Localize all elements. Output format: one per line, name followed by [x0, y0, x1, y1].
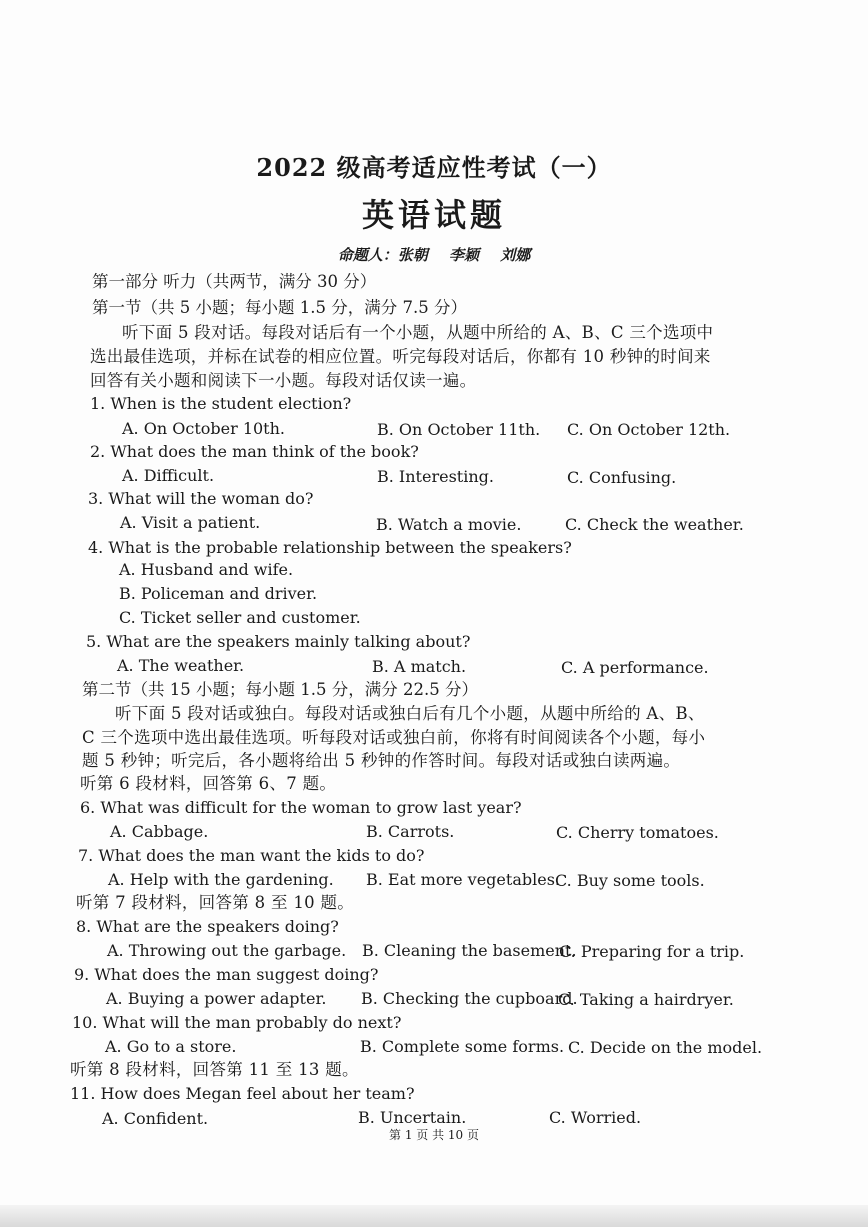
author-label: 命题人：张朝 — [337, 246, 428, 264]
option-c: C. Confusing. — [567, 468, 677, 487]
page-number: 第 1 页 共 10 页 — [389, 1128, 479, 1142]
option-a: A. On October 10th. — [122, 419, 285, 438]
option-c: C. Decide on the model. — [568, 1038, 763, 1057]
section2-instruction-2: C 三个选项中选出最佳选项。听每段对话或独白前，你将有时间阅读各个小题，每小 — [82, 728, 706, 747]
option-b: B. Uncertain. — [358, 1108, 467, 1127]
option-c: C. Check the weather. — [565, 515, 744, 534]
option-b: B. A match. — [372, 657, 467, 676]
question-stem: 2. What does the man think of the book? — [90, 442, 419, 461]
option-b: B. Carrots. — [366, 822, 455, 841]
option-a: A. Difficult. — [122, 466, 215, 485]
question-stem: 6. What was difficult for the woman to grow last year? — [80, 798, 522, 817]
section2-instruction-1: 听下面 5 段对话或独白。每段对话或独白后有几个小题，从题中所给的 A、B、 — [115, 704, 705, 723]
option-a: A. The weather. — [117, 656, 245, 675]
subject-title: 英语试题 — [361, 196, 506, 234]
option-a: A. Help with the gardening. — [108, 870, 334, 889]
option-a: A. Throwing out the garbage. — [107, 941, 347, 960]
author-2: 李颖 — [448, 246, 479, 264]
option-c: C. Ticket seller and customer. — [119, 608, 361, 627]
option-c: C. A performance. — [561, 658, 709, 677]
option-b: B. Watch a movie. — [376, 515, 522, 534]
material-8-label: 听第 8 段材料，回答第 11 至 13 题。 — [70, 1060, 359, 1079]
option-b: B. Policeman and driver. — [119, 584, 318, 603]
authors-line — [0, 244, 868, 265]
option-a: A. Buying a power adapter. — [106, 989, 327, 1008]
question-stem: 7. What does the man want the kids to do? — [78, 846, 425, 865]
option-c: C. Worried. — [549, 1108, 642, 1127]
section1-title: 第一节（共 5 小题；每小题 1.5 分，满分 7.5 分） — [92, 298, 467, 317]
part1-title: 第一部分 听力（共两节，满分 30 分） — [92, 272, 377, 291]
option-b: B. Eat more vegetables. — [366, 870, 560, 889]
option-b: B. Interesting. — [377, 467, 494, 486]
option-b: B. Complete some forms. — [360, 1037, 565, 1056]
question-stem: 10. What will the man probably do next? — [72, 1013, 402, 1032]
option-b: B. Cleaning the basement. — [362, 941, 577, 960]
section1-instruction-2: 选出最佳选项，并标在试卷的相应位置。听完每段对话后，你都有 10 秒钟的时间来 — [90, 347, 711, 366]
option-b: B. On October 11th. — [377, 420, 541, 439]
option-c: C. Buy some tools. — [555, 871, 705, 890]
material-7-label: 听第 7 段材料，回答第 8 至 10 题。 — [76, 893, 355, 912]
section2-instruction-3: 题 5 秒钟；听完后，各小题将给出 5 秒钟的作答时间。每段对话或独白读两遍。 — [82, 751, 681, 770]
material-6-label: 听第 6 段材料，回答第 6、7 题。 — [80, 774, 337, 793]
option-a: A. Visit a patient. — [120, 513, 261, 532]
question-stem: 3. What will the woman do? — [88, 489, 314, 508]
question-stem: 1. When is the student election? — [90, 394, 352, 413]
section2-title: 第二节（共 15 小题；每小题 1.5 分，满分 22.5 分） — [82, 680, 478, 699]
scan-shadow — [0, 1205, 868, 1227]
option-a: A. Cabbage. — [110, 822, 209, 841]
author-3: 刘娜 — [500, 246, 531, 264]
question-stem: 11. How does Megan feel about her team? — [70, 1084, 415, 1103]
option-b: B. Checking the cupboard. — [361, 989, 578, 1008]
section1-instruction-3: 回答有关小题和阅读下一小题。每段对话仅读一遍。 — [90, 371, 477, 390]
option-c: C. Cherry tomatoes. — [556, 823, 719, 842]
section1-instruction-1: 听下面 5 段对话。每段对话后有一个小题，从题中所给的 A、B、C 三个选项中 — [122, 323, 714, 342]
question-stem: 5. What are the speakers mainly talking about? — [86, 632, 471, 651]
option-c: C. Preparing for a trip. — [559, 942, 745, 961]
question-stem: 8. What are the speakers doing? — [76, 917, 339, 936]
option-a: A. Go to a store. — [105, 1037, 237, 1056]
option-c: C. Taking a hairdryer. — [558, 990, 734, 1009]
option-c: C. On October 12th. — [567, 420, 731, 439]
exam-title: 2022 级高考适应性考试（一） — [256, 153, 612, 182]
option-a: A. Husband and wife. — [119, 560, 294, 579]
question-stem: 9. What does the man suggest doing? — [74, 965, 379, 984]
option-a: A. Confident. — [102, 1109, 209, 1128]
question-stem: 4. What is the probable relationship between the speakers? — [88, 538, 572, 557]
